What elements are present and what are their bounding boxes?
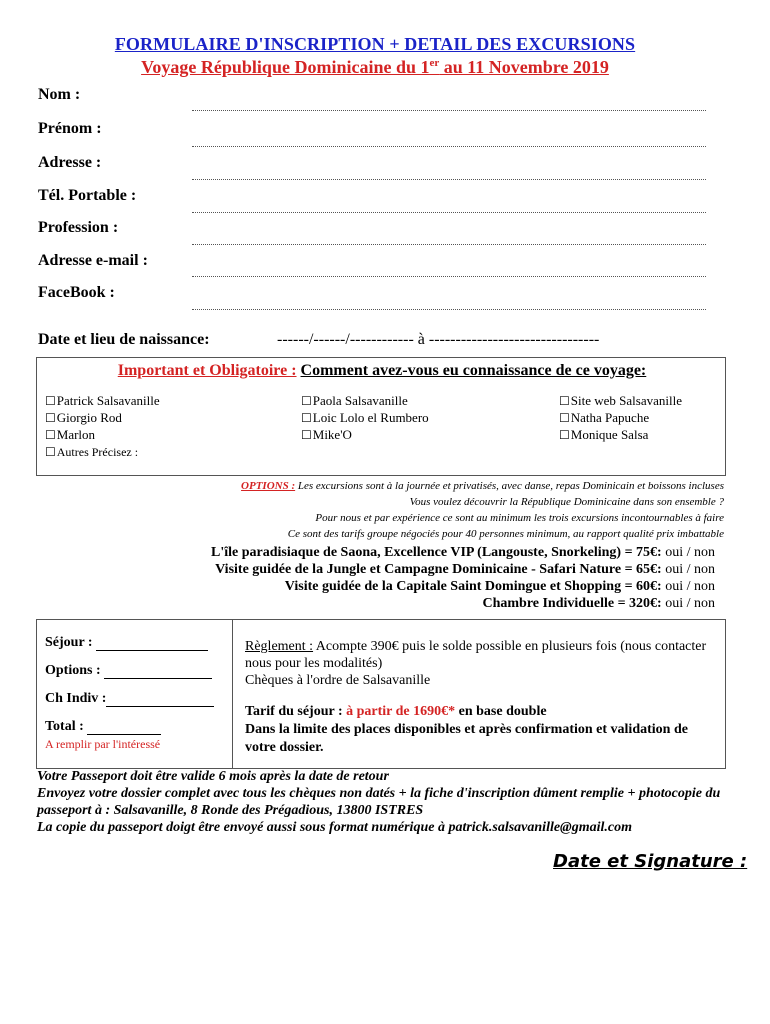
checkbox-icon[interactable]: ☐	[301, 428, 312, 442]
profession-field[interactable]	[192, 243, 706, 245]
trip-subtitle: Voyage République Dominicaine du 1er au 11 Novembre 2019	[141, 57, 609, 77]
source-option-website[interactable]: ☐Site web Salsavanille	[559, 393, 682, 408]
birth-field[interactable]: ------/------/------------ à --------------------------------	[277, 331, 600, 348]
payment-info: Règlement : Acompte 390€ puis le solde possible en plusieurs fois (nous contacter nous pour les modalités) Chèques à l'ordre de Salsavanille	[245, 639, 707, 688]
excursion-jungle[interactable]: Visite guidée de la Jungle et Campagne Dominicaine - Safari Nature = 65€: oui / non	[215, 562, 715, 577]
checkbox-icon[interactable]: ☐	[45, 394, 56, 408]
checkbox-icon[interactable]: ☐	[559, 411, 570, 425]
facebook-label: FaceBook :	[38, 284, 115, 301]
email-field[interactable]	[192, 275, 706, 277]
checkbox-icon[interactable]: ☐	[45, 428, 56, 442]
form-title: FORMULAIRE D'INSCRIPTION + DETAIL DES EXCURSIONS	[114, 34, 636, 54]
total-field[interactable]: Total :	[45, 719, 161, 735]
adresse-field[interactable]	[192, 178, 706, 180]
options-note: OPTIONS : Les excursions sont à la journée et privatisés, avec danse, repas Dominicain et boissons incluses Vous voulez découvrir la République Dominicaine dans son ensemble ? Pour nous et par expérience ce sont au minimum les trois excursions incontournables à faire Ce sont des tarifs groupe négociés pour 40 personnes minimum, au rapport qualité prix imbattable	[241, 480, 724, 540]
summary-box	[36, 619, 726, 769]
phone-label: Tél. Portable :	[38, 187, 137, 204]
chindiv-field[interactable]: Ch Indiv :	[45, 691, 214, 707]
excursions-list	[80, 544, 715, 612]
source-box-title: Important et Obligatoire : Comment avez-vous eu connaissance de ce voyage:	[117, 362, 647, 379]
checkbox-icon[interactable]: ☐	[559, 394, 570, 408]
source-option-monique[interactable]: ☐Monique Salsa	[559, 427, 649, 442]
birth-label: Date et lieu de naissance:	[38, 331, 210, 348]
nom-field[interactable]	[192, 109, 706, 111]
tarif-info: Tarif du séjour : à partir de 1690€* en base double Dans la limite des places disponibles et après confirmation et validation de votre dossier.	[245, 704, 688, 755]
fill-note: A remplir par l'intéressé	[45, 737, 161, 751]
source-option-mikeo[interactable]: ☐Mike'O	[301, 427, 352, 442]
passport-info: Votre Passeport doit être valide 6 mois après la date de retour Envoyez votre dossier complet avec tous les chèques non datés + la fiche d'inscription dûment remplie + photocopie du passeport à : Salsavanille, 8 Ronde des Prégadious, 13800 ISTRES La copie du passeport doigt être envoyé aussi sous format numérique à patrick.salsavanille@gmail.com	[37, 769, 721, 835]
source-option-other[interactable]: ☐Autres Précisez :	[45, 445, 139, 459]
facebook-field[interactable]	[192, 308, 706, 310]
prenom-field[interactable]	[192, 145, 706, 147]
prenom-label: Prénom :	[38, 120, 102, 137]
email-label: Adresse e-mail :	[38, 252, 148, 269]
excursion-capital[interactable]: Visite guidée de la Capitale Saint Domingue et Shopping = 60€: oui / non	[284, 579, 715, 594]
source-option-patrick[interactable]: ☐Patrick Salsavanille	[45, 393, 160, 408]
checkbox-icon[interactable]: ☐	[45, 411, 56, 425]
source-option-giorgio[interactable]: ☐Giorgio Rod	[45, 410, 122, 425]
source-box	[36, 357, 726, 476]
source-option-loic[interactable]: ☐Loic Lolo el Rumbero	[301, 410, 429, 425]
source-option-marlon[interactable]: ☐Marlon	[45, 427, 96, 442]
source-option-paola[interactable]: ☐Paola Salsavanille	[301, 393, 408, 408]
checkbox-icon[interactable]: ☐	[301, 394, 312, 408]
checkbox-icon[interactable]: ☐	[559, 428, 570, 442]
checkbox-icon[interactable]: ☐	[45, 445, 56, 459]
excursion-saona[interactable]: L'île paradisiaque de Saona, Excellence VIP (Langouste, Snorkeling) = 75€: oui / non	[211, 545, 715, 560]
adresse-label: Adresse :	[38, 154, 102, 171]
checkbox-icon[interactable]: ☐	[301, 411, 312, 425]
options-field[interactable]: Options :	[45, 663, 212, 679]
sejour-field[interactable]: Séjour :	[45, 635, 208, 651]
source-option-natha[interactable]: ☐Natha Papuche	[559, 410, 650, 425]
phone-field[interactable]	[192, 211, 706, 213]
excursion-single-room[interactable]: Chambre Individuelle = 320€: oui / non	[482, 596, 715, 611]
signature-label: Date et Signature :	[553, 851, 748, 872]
box-divider	[232, 620, 233, 768]
profession-label: Profession :	[38, 219, 119, 236]
nom-label: Nom :	[38, 86, 81, 103]
